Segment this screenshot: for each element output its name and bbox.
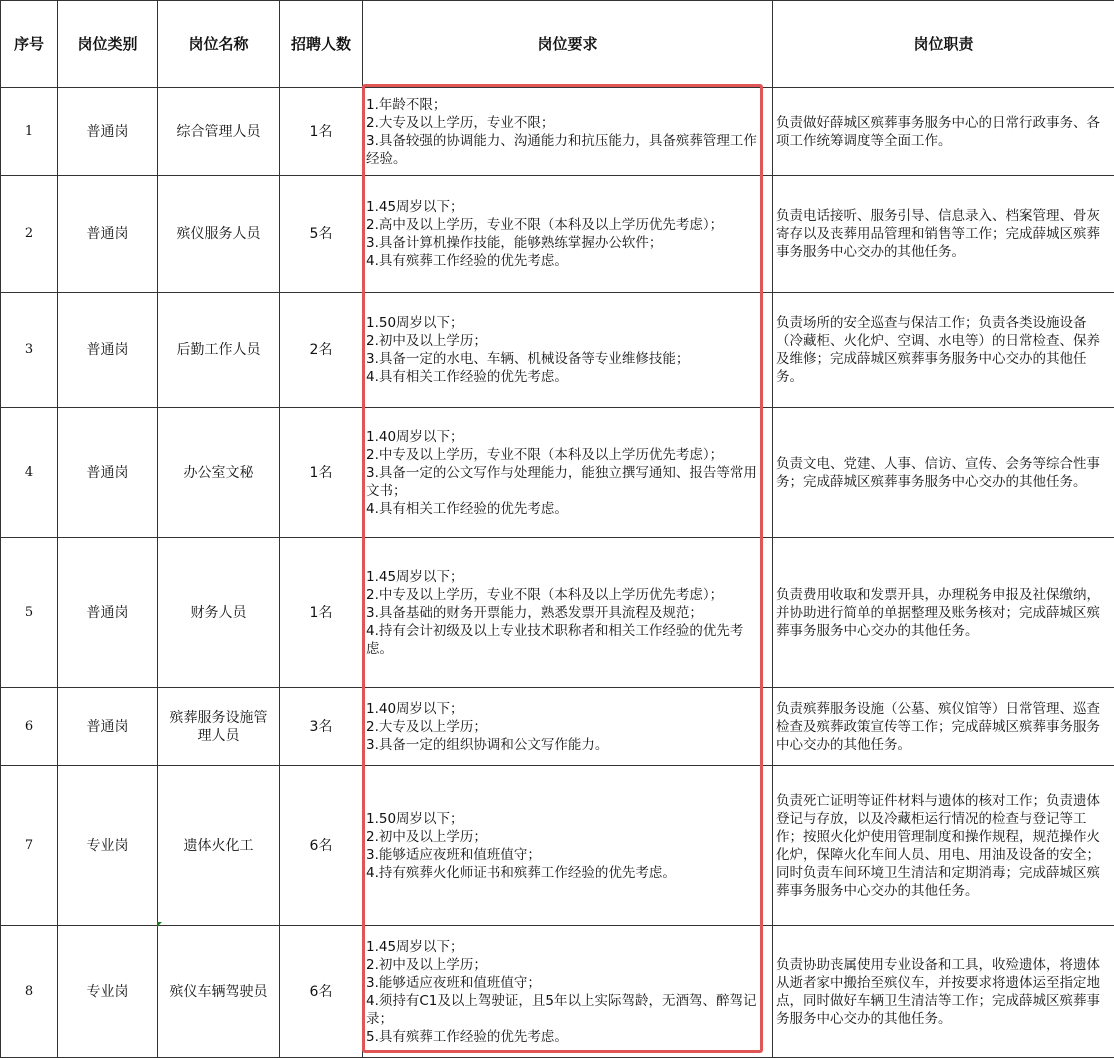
cell-duties [773, 538, 1114, 688]
requirement-item: 1.50周岁以下； [366, 314, 769, 332]
header-requirements: 岗位要求 [363, 1, 773, 88]
duty-text: 负责电话接听、服务引导、信息录入、档案管理、骨灰寄存以及丧葬用品管理和销售等工作；完成薛城区殡葬事务服务中心交办的其他任务。 [776, 207, 1111, 261]
requirement-item: 1.40周岁以下； [366, 700, 769, 718]
table-row [1, 293, 1114, 408]
requirement-item: 2.初中及以上学历； [366, 956, 769, 974]
requirement-item: 4.具有殡葬工作经验的优先考虑。 [366, 252, 769, 270]
requirement-item: 2.高中及以上学历，专业不限（本科及以上学历优先考虑）； [366, 216, 769, 234]
requirement-item: 3.具备计算机操作技能，能够熟练掌握办公软件； [366, 234, 769, 252]
cell-name: 办公室文秘 [158, 408, 280, 538]
cell-requirements [363, 926, 773, 1058]
cell-seq: 7 [1, 766, 58, 926]
cell-requirements [363, 408, 773, 538]
table-row [1, 688, 1114, 766]
cell-seq: 8 [1, 926, 58, 1058]
cell-requirements [363, 176, 773, 293]
cell-count: 3名 [280, 688, 363, 766]
requirement-item: 4.具有相关工作经验的优先考虑。 [366, 368, 769, 386]
requirement-item: 3.具备基础的财务开票能力，熟悉发票开具流程及规范； [366, 604, 769, 622]
requirement-item: 3.具备较强的协调能力、沟通能力和抗压能力，具备殡葬管理工作经验。 [366, 132, 769, 168]
cell-count: 6名 [280, 766, 363, 926]
duty-text: 负责费用收取和发票开具，办理税务申报及社保缴纳，并协助进行简单的单据整理及账务核对；完成薛城区殡葬事务服务中心交办的其他任务。 [776, 586, 1111, 640]
cell-seq: 3 [1, 293, 58, 408]
cell-count: 5名 [280, 176, 363, 293]
duty-text: 负责殡葬服务设施（公墓、殡仪馆等）日常管理、巡查检查及殡葬政策宣传等工作；完成薛城区殡葬事务服务中心交办的其他任务。 [776, 700, 1111, 754]
cell-comment-marker [157, 922, 162, 927]
requirement-item: 1.40周岁以下； [366, 428, 769, 446]
requirement-item: 2.大专及以上学历； [366, 718, 769, 736]
requirement-item: 3.能够适应夜班和值班值守； [366, 974, 769, 992]
cell-name: 殡葬服务设施管理人员 [158, 688, 280, 766]
cell-category: 普通岗 [58, 538, 158, 688]
cell-count: 1名 [280, 538, 363, 688]
requirement-item: 1.45周岁以下； [366, 938, 769, 956]
cell-duties [773, 88, 1114, 176]
cell-count: 1名 [280, 408, 363, 538]
cell-category: 普通岗 [58, 688, 158, 766]
requirement-item: 4.持有殡葬火化师证书和殡葬工作经验的优先考虑。 [366, 864, 769, 882]
requirement-item: 4.具有相关工作经验的优先考虑。 [366, 500, 769, 518]
duty-text: 负责做好薛城区殡葬事务服务中心的日常行政事务、各项工作统筹调度等全面工作。 [776, 114, 1111, 150]
requirement-item: 1.50周岁以下； [366, 810, 769, 828]
cell-seq: 6 [1, 688, 58, 766]
requirement-item: 1.45周岁以下； [366, 198, 769, 216]
duty-text: 负责文电、党建、人事、信访、宣传、会务等综合性事务；完成薛城区殡葬事务服务中心交办的其他任务。 [776, 455, 1111, 491]
requirement-item: 2.大专及以上学历，专业不限； [366, 114, 769, 132]
cell-duties [773, 293, 1114, 408]
cell-requirements [363, 766, 773, 926]
cell-name: 殡仪服务人员 [158, 176, 280, 293]
header-count: 招聘人数 [280, 1, 363, 88]
cell-requirements [363, 88, 773, 176]
duty-text: 负责死亡证明等证件材料与遗体的核对工作；负责遗体登记与存放，以及冷藏柜运行情况的检查与登记等工作；按照火化炉使用管理制度和操作规程，规范操作火化炉，保障火化车间人员、用电、用油及设备的安全；同时负责车间环境卫生清洁和定期消毒；完成薛城区殡葬事务服务中心交办的其他任务。 [776, 792, 1111, 900]
cell-name: 遗体火化工 [158, 766, 280, 926]
requirement-item: 4.持有会计初级及以上专业技术职称者和相关工作经验的优先考虑。 [366, 622, 769, 658]
cell-category: 普通岗 [58, 408, 158, 538]
cell-duties [773, 926, 1114, 1058]
cell-name: 殡仪车辆驾驶员 [158, 926, 280, 1058]
header-duties: 岗位职责 [773, 1, 1114, 88]
header-row [1, 1, 1114, 88]
table-row [1, 88, 1114, 176]
cell-category: 普通岗 [58, 176, 158, 293]
requirement-item: 2.初中及以上学历； [366, 332, 769, 350]
header-name: 岗位名称 [158, 1, 280, 88]
requirement-item: 1.年龄不限； [366, 96, 769, 114]
header-category: 岗位类别 [58, 1, 158, 88]
table-row [1, 766, 1114, 926]
requirement-item: 3.具备一定的组织协调和公文写作能力。 [366, 736, 769, 754]
cell-requirements [363, 688, 773, 766]
cell-name: 综合管理人员 [158, 88, 280, 176]
cell-name: 后勤工作人员 [158, 293, 280, 408]
cell-duties [773, 176, 1114, 293]
cell-category: 普通岗 [58, 88, 158, 176]
duty-text: 负责场所的安全巡查与保洁工作；负责各类设施设备（冷藏柜、火化炉、空调、水电等）的日常检查、保养及维修；完成薛城区殡葬事务服务中心交办的其他任务。 [776, 314, 1111, 386]
requirement-item: 4.须持有C1及以上驾驶证，且5年以上实际驾龄，无酒驾、醉驾记录； [366, 992, 769, 1028]
requirement-item: 1.45周岁以下； [366, 568, 769, 586]
cell-count: 6名 [280, 926, 363, 1058]
cell-duties [773, 688, 1114, 766]
cell-name: 财务人员 [158, 538, 280, 688]
requirement-item: 2.中专及以上学历，专业不限（本科及以上学历优先考虑）； [366, 446, 769, 464]
table-row [1, 408, 1114, 538]
cell-category: 专业岗 [58, 766, 158, 926]
table-row [1, 538, 1114, 688]
cell-duties [773, 408, 1114, 538]
cell-category: 专业岗 [58, 926, 158, 1058]
cell-count: 2名 [280, 293, 363, 408]
cell-seq: 2 [1, 176, 58, 293]
table-row [1, 176, 1114, 293]
requirement-item: 5.具有殡葬工作经验的优先考虑。 [366, 1028, 769, 1046]
table-row [1, 926, 1114, 1058]
requirement-item: 3.能够适应夜班和值班值守； [366, 846, 769, 864]
cell-duties [773, 766, 1114, 926]
cell-requirements [363, 538, 773, 688]
cell-category: 普通岗 [58, 293, 158, 408]
requirement-item: 2.初中及以上学历； [366, 828, 769, 846]
cell-requirements [363, 293, 773, 408]
requirement-item: 3.具备一定的水电、车辆、机械设备等专业维修技能； [366, 350, 769, 368]
header-seq: 序号 [1, 1, 58, 88]
cell-count: 1名 [280, 88, 363, 176]
requirement-item: 2.中专及以上学历，专业不限（本科及以上学历优先考虑）； [366, 586, 769, 604]
requirement-item: 3.具备一定的公文写作与处理能力，能独立撰写通知、报告等常用文书； [366, 464, 769, 500]
cell-seq: 4 [1, 408, 58, 538]
cell-seq: 1 [1, 88, 58, 176]
cell-seq: 5 [1, 538, 58, 688]
duty-text: 负责协助丧属使用专业设备和工具，收殓遗体，将遗体从逝者家中搬抬至殡仪车，并按要求将遗体运至指定地点，同时做好车辆卫生清洁等工作；完成薛城区殡葬事务服务中心交办的其他任务。 [776, 956, 1111, 1028]
